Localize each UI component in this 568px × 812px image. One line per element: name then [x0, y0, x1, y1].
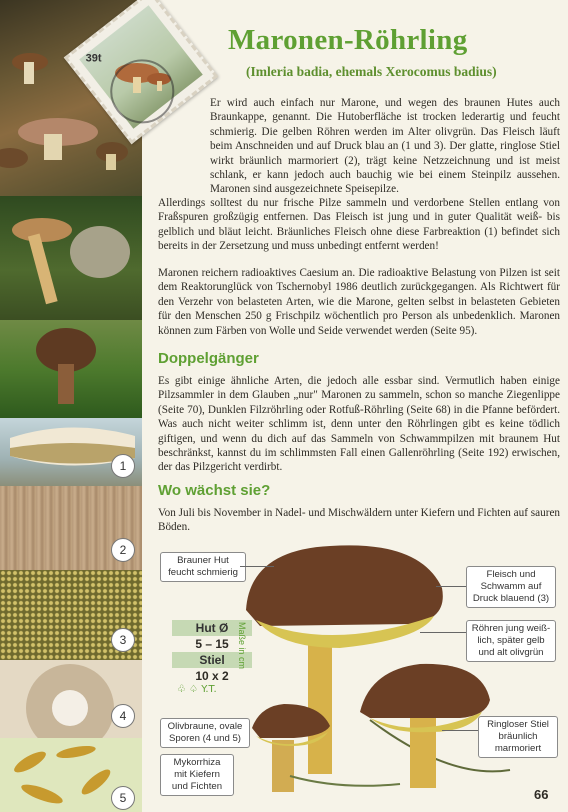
- heading-habitat: Wo wächst sie?: [158, 482, 271, 499]
- page-number: 66: [534, 787, 549, 802]
- callout-mycorrhiza: Mykorrhiza mit Kiefern und Fichten: [160, 754, 234, 796]
- callout-stem: Ringloser Stiel bräunlich marmoriert: [478, 716, 558, 758]
- stem-size-label: Stiel: [172, 652, 252, 668]
- stem-size-value: 10 x 2: [195, 669, 229, 683]
- callout-line: [240, 566, 274, 567]
- photo-number: 5: [111, 786, 135, 810]
- callout-flesh: Fleisch und Schwamm auf Druck blauend (3): [466, 566, 556, 608]
- intro-paragraph: Er wird auch einfach nur Marone, und wegen des braunen Hutes auch Braunkappe, genannt. Die Hutoberfläche ist trocken lederartig und feucht schmierig. Die gelben Röhren werden im Alter olivgrün. Das Fleisch läuft beim Anschneiden und auf Druck blau an (1 und 3). Der glatte, ringlose Stiel wirkt bräunlich marmoriert (2), trägt keine Netzzeichnung und ist meist schlank, er kann jedoch auch bauchig wie bei einem Steinpilz aussehen. Maronen sind ausgezeichnete Speisepilze.: [210, 97, 560, 196]
- hat-size-label: Hut Ø: [172, 620, 252, 636]
- unit-label: Maße in cm: [237, 622, 247, 670]
- photo-number: 3: [111, 628, 135, 652]
- hat-size-value: 5 – 15: [195, 637, 229, 651]
- callout-brown-hat: Brauner Hut feucht schmierig: [160, 552, 246, 582]
- page-title: Maronen-Röhrling: [228, 24, 468, 56]
- habitat-paragraph: Von Juli bis November in Nadel- und Mischwäldern unter Kiefern und Fichten auf sauren Böden.: [158, 507, 560, 534]
- photo-cap-grass: [0, 320, 142, 418]
- callout-line: [436, 586, 466, 587]
- callout-spores: Olivbraune, ovale Sporen (4 und 5): [160, 718, 250, 748]
- freshness-paragraph: Allerdings solltest du nur frische Pilze sammeln und verdorbene Stellen entlang von Fraßspuren großzügig entfernen. Das Fleisch ist jung und in guter Qualität weiß- bis gelblich und bläut leicht. Bräunliches Fleisch ohne diese Farbreaktion (1) befindet sich bereits in der Zersetzung und muss unbedingt entfernt werden!: [158, 197, 560, 253]
- callout-tubes: Röhren jung weiß- lich, später gelb und alt olivgrün: [466, 620, 556, 662]
- cap-illustration: [0, 320, 142, 418]
- doppelgaenger-paragraph: Es gibt einige ähnliche Arten, die jedoch alle essbar sind. Vermutlich haben einige Pilzsammler in dem Glauben „nur" Maronen zu sammeln, schon so manche Ziegenlippe (Seite 70), Dunklen Filzröhrling oder Rotfuß-Röhrling (Seite 68) in die Pfanne befördert. Was auch nicht weiter schlimm ist, denn unter den Röhrlingen gibt es keine tödlich giftigen, und wenn du dich auf das Sammeln von Schwammpilzen mit braunem Hut beschränkst, kannst du im schlimmsten Fall einen Gallenröhrling (Seite 192) erwischen, der das Pilzgericht verdirbt.: [158, 375, 560, 474]
- photo-number: 4: [111, 704, 135, 728]
- photo-number: 2: [111, 538, 135, 562]
- photo-number: 1: [111, 454, 135, 478]
- callout-line: [420, 632, 466, 633]
- page-subtitle: (Imleria badia, ehemals Xerocomus badius): [246, 64, 497, 79]
- heading-doppelgaenger: Doppelgänger: [158, 350, 259, 367]
- radioactivity-paragraph: Maronen reichern radioaktives Caesium an. Die radioaktive Belastung von Pilzen ist seit dem Reaktorunglück von Tschernobyl 1986 deutlich zurückgegangen. Als Richtwert für den Verzehr von belasteten Arten, wie die Marone, gelten selbst in belasteten Gebieten für den Menschen 250 g Frischpilz wöchentlich pro Person als unbedenklich. Maronen können zum Färben von Wolle und Seide verwendet werden (Seite 95).: [158, 267, 560, 337]
- callout-line: [442, 730, 478, 731]
- edibility-icons: ♧ ♤ Y.T.: [177, 684, 217, 695]
- photo-mushroom-stem: [0, 196, 142, 320]
- mushroom-pair-illustration: [0, 196, 142, 320]
- stamp-value: 39t: [85, 52, 102, 65]
